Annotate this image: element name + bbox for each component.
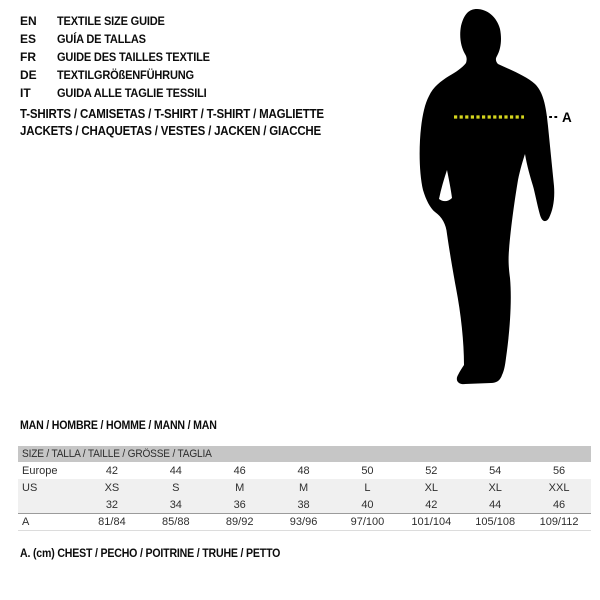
language-row-es (20, 30, 223, 48)
language-label: GUIDE DES TAILLES TEXTILE (57, 50, 210, 64)
man-silhouette-svg (400, 0, 600, 400)
measurement-footnote (20, 548, 303, 560)
section-title-man (20, 420, 234, 432)
table-cell: 48 (297, 464, 310, 477)
table-cell: 93/96 (289, 516, 318, 528)
language-label: GUÍA DE TALLAS (57, 32, 146, 46)
measurement-footnote-text: A. (cm) CHEST / PECHO / POITRINE / TRUHE / PETTO (20, 548, 281, 560)
table-cell: 34 (169, 498, 182, 511)
language-row-fr (20, 48, 223, 66)
table-cell: L (364, 481, 371, 494)
table-row-us (18, 479, 591, 496)
garment-categories (20, 107, 350, 141)
language-code: IT (20, 86, 31, 100)
language-row-de (20, 66, 223, 84)
table-cell: 89/92 (225, 516, 254, 528)
table-cell: 81/84 (98, 516, 126, 528)
table-cell: 46 (552, 498, 566, 511)
row-label: A (22, 516, 30, 528)
table-cell: 40 (361, 498, 374, 511)
section-title-text: MAN / HOMBRE / HOMME / MANN / MAN (20, 420, 217, 432)
table-row-europe (18, 462, 591, 479)
man-silhouette-figure (400, 0, 600, 400)
language-code: EN (20, 14, 37, 28)
table-cell: 54 (489, 464, 502, 477)
table-cell: 109/112 (539, 516, 579, 528)
table-cell: 42 (105, 464, 119, 477)
row-label: US (22, 481, 38, 494)
table-row-chest-a (18, 513, 591, 530)
table-cell: 42 (425, 498, 438, 511)
category-jackets: JACKETS / CHAQUETAS / VESTES / JACKEN / GIACCHE (20, 124, 322, 138)
language-code: FR (20, 50, 36, 64)
table-cell: 50 (361, 464, 374, 477)
table-row-us-numeric (18, 496, 591, 513)
language-label: TEXTILE SIZE GUIDE (57, 14, 165, 28)
table-cell: 56 (552, 464, 566, 477)
table-cell: XS (104, 481, 120, 494)
table-cell: 46 (233, 464, 246, 477)
table-cell: 52 (425, 464, 438, 477)
language-label: GUIDA ALLE TAGLIE TESSILI (57, 86, 207, 100)
table-cell: XL (488, 481, 502, 494)
measure-label-a: A (562, 110, 572, 125)
language-list (20, 12, 223, 102)
size-table-header-text: SIZE / TALLA / TAILLE / GRÖSSE / TAGLIA (22, 448, 212, 460)
table-cell: 85/88 (162, 516, 190, 528)
language-row-it (20, 84, 223, 102)
table-cell: S (172, 481, 180, 494)
table-cell: 36 (233, 498, 246, 511)
row-label: Europe (22, 464, 58, 477)
size-table (18, 446, 591, 531)
table-cell: M (235, 481, 245, 494)
table-cell: 44 (169, 464, 182, 477)
man-silhouette-shape (420, 9, 555, 384)
table-cell: 97/100 (350, 516, 385, 528)
language-code: ES (20, 32, 37, 46)
table-cell: 44 (489, 498, 502, 511)
language-row-en (20, 12, 223, 30)
table-cell: 105/108 (475, 516, 516, 528)
language-code: DE (20, 68, 37, 82)
category-tshirts: T-SHIRTS / CAMISETAS / T-SHIRT / T-SHIRT / MAGLIETTE (20, 107, 324, 121)
table-cell: XXL (548, 481, 570, 494)
table-cell: 38 (297, 498, 310, 511)
language-label: TEXTILGRÖßENFÜHRUNG (57, 68, 194, 82)
table-cell: 101/104 (411, 516, 452, 528)
table-cell: 32 (105, 498, 119, 511)
size-table-header (18, 446, 591, 462)
table-cell: XL (424, 481, 439, 494)
table-cell: M (298, 481, 309, 494)
